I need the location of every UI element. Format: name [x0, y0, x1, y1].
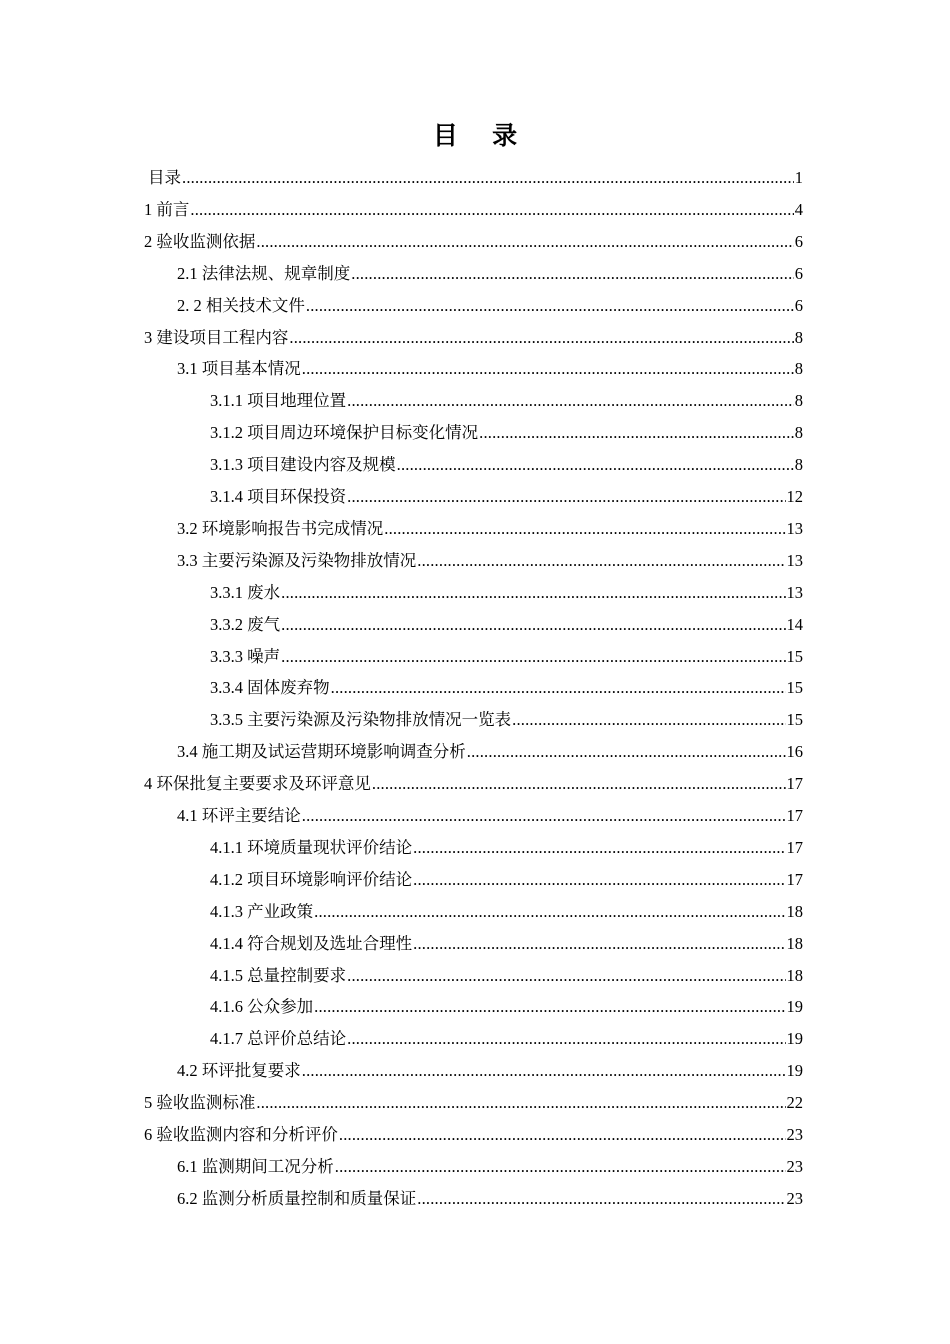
toc-entry-label: 3.4 施工期及试运营期环境影响调查分析	[177, 742, 466, 762]
toc-entry-label: 4.1.2 项目环境影响评价结论	[210, 869, 413, 889]
toc-dot-leader	[479, 422, 794, 444]
toc-entry-label: 4.1.7 总评价总结论	[210, 1029, 347, 1049]
toc-title: 目 录	[432, 123, 532, 150]
toc-dot-leader	[339, 1124, 786, 1146]
toc-dot-leader	[372, 773, 786, 795]
toc-entry-page-number: 17	[786, 837, 803, 857]
toc-dot-leader	[289, 327, 793, 349]
toc-dot-leader	[347, 965, 785, 987]
toc-entry[interactable]	[144, 223, 803, 253]
toc-entry-label: 3.1.3 项目建设内容及规模	[210, 455, 396, 475]
toc-entry-label: 3.1.4 项目环保投资	[210, 487, 347, 506]
toc-entry-page-number: 6	[794, 231, 803, 251]
toc-entry-label: 2.1 法律法规、规章制度	[177, 263, 351, 283]
toc-entry-label: 3 建设项目工程内容	[144, 327, 289, 347]
toc-entry-label: 4.1.5 总量控制要求	[210, 965, 347, 985]
toc-entry-page-number: 6	[794, 295, 803, 315]
toc-entry-label: 6.2 监测分析质量控制和质量保证	[177, 1188, 417, 1208]
toc-entry[interactable]	[210, 1020, 803, 1050]
toc-entry[interactable]	[177, 510, 803, 540]
toc-dot-leader	[347, 390, 794, 412]
toc-entry-page-number: 13	[786, 582, 803, 602]
toc-entry-page-number: 13	[786, 518, 803, 538]
toc-entry[interactable]	[177, 1052, 803, 1082]
toc-entry-label: 3.3.5 主要污染源及污染物排放情况一览表	[210, 710, 512, 730]
toc-entry-page-number: 23	[786, 1188, 803, 1208]
toc-entry[interactable]	[177, 1180, 803, 1210]
toc-entry[interactable]	[210, 988, 803, 1018]
toc-entry-page-number: 18	[786, 965, 803, 985]
toc-entry-page-number: 23	[786, 1156, 803, 1176]
toc-entry-page-number: 19	[786, 997, 803, 1017]
toc-dot-leader	[190, 199, 793, 221]
toc-entry-page-number: 22	[786, 1093, 803, 1113]
toc-dot-leader	[302, 805, 786, 827]
toc-entry[interactable]	[177, 350, 803, 380]
toc-entry-label: 2 验收监测依据	[144, 231, 256, 251]
toc-dot-leader	[417, 1188, 785, 1210]
toc-entry-label: 3.3.1 废水	[210, 582, 281, 602]
toc-entry-label: 4.1.1 环境质量现状评价结论	[210, 837, 413, 857]
toc-entry-label: 5 验收监测标准	[144, 1093, 256, 1113]
toc-entry-page-number: 14	[786, 614, 803, 634]
toc-entry-page-number: 18	[786, 901, 803, 921]
toc-entry[interactable]	[210, 478, 803, 508]
toc-entry-page-number: 8	[794, 455, 803, 475]
toc-dot-leader	[417, 550, 785, 572]
toc-dot-leader	[281, 582, 785, 604]
toc-entry-label: 3.1.1 项目地理位置	[210, 391, 347, 411]
toc-dot-leader	[314, 901, 785, 923]
toc-entry[interactable]	[144, 191, 803, 221]
toc-entry[interactable]	[210, 382, 803, 412]
toc-entry-label: 目录	[148, 168, 181, 187]
toc-dot-leader	[331, 677, 786, 699]
toc-entry[interactable]	[144, 1084, 803, 1114]
toc-dot-leader	[182, 167, 794, 189]
toc-entry[interactable]	[210, 893, 803, 923]
toc-entry-label: 2. 2 相关技术文件	[177, 295, 305, 315]
toc-dot-leader	[335, 1156, 786, 1178]
toc-entry[interactable]	[177, 797, 803, 827]
toc-entry-page-number: 19	[786, 1029, 803, 1049]
toc-entry-label: 1 前言	[144, 199, 190, 219]
toc-entry-label: 4.1.4 符合规划及选址合理性	[210, 933, 413, 953]
toc-dot-leader	[256, 1092, 785, 1114]
toc-entry-page-number: 15	[786, 710, 803, 730]
toc-dot-leader	[306, 295, 794, 317]
toc-entry-page-number: 17	[786, 806, 803, 825]
toc-dot-leader	[351, 263, 794, 285]
toc-entry[interactable]	[144, 319, 803, 349]
toc-dot-leader	[512, 709, 785, 731]
toc-entry-page-number: 18	[786, 933, 803, 953]
toc-entry[interactable]	[210, 701, 803, 731]
toc-entry-page-number: 1	[794, 168, 803, 187]
toc-entry-label: 4.2 环评批复要求	[177, 1061, 301, 1081]
toc-entry-page-number: 23	[786, 1125, 803, 1144]
toc-entry[interactable]	[177, 1148, 803, 1178]
toc-entry[interactable]	[210, 638, 803, 668]
toc-entry[interactable]	[144, 765, 803, 795]
toc-dot-leader	[413, 933, 785, 955]
toc-entry-label: 3.3 主要污染源及污染物排放情况	[177, 550, 417, 570]
toc-entry-label: 4 环保批复主要要求及环评意见	[144, 774, 371, 794]
toc-entry[interactable]	[210, 606, 803, 636]
toc-entry[interactable]	[210, 414, 803, 444]
toc-entry[interactable]	[210, 861, 803, 891]
toc-dot-leader	[384, 518, 785, 540]
toc-entry-label: 6.1 监测期间工况分析	[177, 1156, 334, 1176]
toc-entry-page-number: 4	[794, 199, 803, 219]
toc-entry[interactable]	[177, 255, 803, 285]
toc-entry-label: 4.1 环评主要结论	[177, 806, 301, 825]
toc-dot-leader	[347, 486, 785, 508]
toc-dot-leader	[302, 1060, 786, 1082]
toc-entry[interactable]	[148, 159, 803, 189]
toc-entry[interactable]	[210, 669, 803, 699]
toc-entry-page-number: 15	[786, 678, 803, 698]
toc-entry-label: 3.3.2 废气	[210, 614, 281, 634]
toc-entry-page-number: 12	[786, 487, 803, 506]
toc-dot-leader	[347, 1028, 785, 1050]
toc-entry-label: 3.1 项目基本情况	[177, 359, 301, 379]
toc-entry-label: 6 验收监测内容和分析评价	[144, 1125, 338, 1144]
toc-entry-page-number: 17	[786, 869, 803, 889]
toc-entry-label: 4.1.3 产业政策	[210, 901, 314, 921]
toc-entry[interactable]	[177, 287, 803, 317]
toc-entry[interactable]	[210, 925, 803, 955]
toc-dot-leader	[302, 358, 794, 380]
toc-entry-page-number: 16	[786, 742, 803, 762]
toc-entry-page-number: 6	[794, 263, 803, 283]
toc-entry-page-number: 8	[794, 359, 803, 379]
toc-entry-label: 3.1.2 项目周边环境保护目标变化情况	[210, 423, 479, 443]
toc-entry-page-number: 8	[794, 327, 803, 347]
toc-dot-leader	[413, 837, 785, 859]
toc-entry-label: 3.2 环境影响报告书完成情况	[177, 518, 384, 538]
toc-dot-leader	[281, 614, 785, 636]
toc-entry-label: 3.3.4 固体废弃物	[210, 678, 330, 698]
toc-entry-page-number: 19	[786, 1061, 803, 1081]
toc-entry-page-number: 13	[786, 550, 803, 570]
toc-entry[interactable]	[144, 1116, 803, 1146]
toc-entry[interactable]	[210, 446, 803, 476]
toc-dot-leader	[314, 996, 785, 1018]
toc-entry-page-number: 8	[794, 391, 803, 411]
toc-entry-page-number: 15	[786, 646, 803, 666]
toc-entry-label: 3.3.3 噪声	[210, 646, 281, 666]
toc-entry[interactable]	[177, 542, 803, 572]
toc-entry-label: 4.1.6 公众参加	[210, 997, 314, 1017]
toc-entry[interactable]	[210, 574, 803, 604]
toc-entry[interactable]	[210, 829, 803, 859]
toc-entry[interactable]	[210, 957, 803, 987]
toc-dot-leader	[467, 741, 786, 763]
toc-dot-leader	[281, 646, 785, 668]
toc-entry[interactable]	[177, 733, 803, 763]
toc-dot-leader	[256, 231, 793, 253]
toc-dot-leader	[413, 869, 785, 891]
toc-dot-leader	[397, 454, 794, 476]
toc-entry-page-number: 8	[794, 423, 803, 443]
toc-entry-page-number: 17	[786, 774, 803, 794]
